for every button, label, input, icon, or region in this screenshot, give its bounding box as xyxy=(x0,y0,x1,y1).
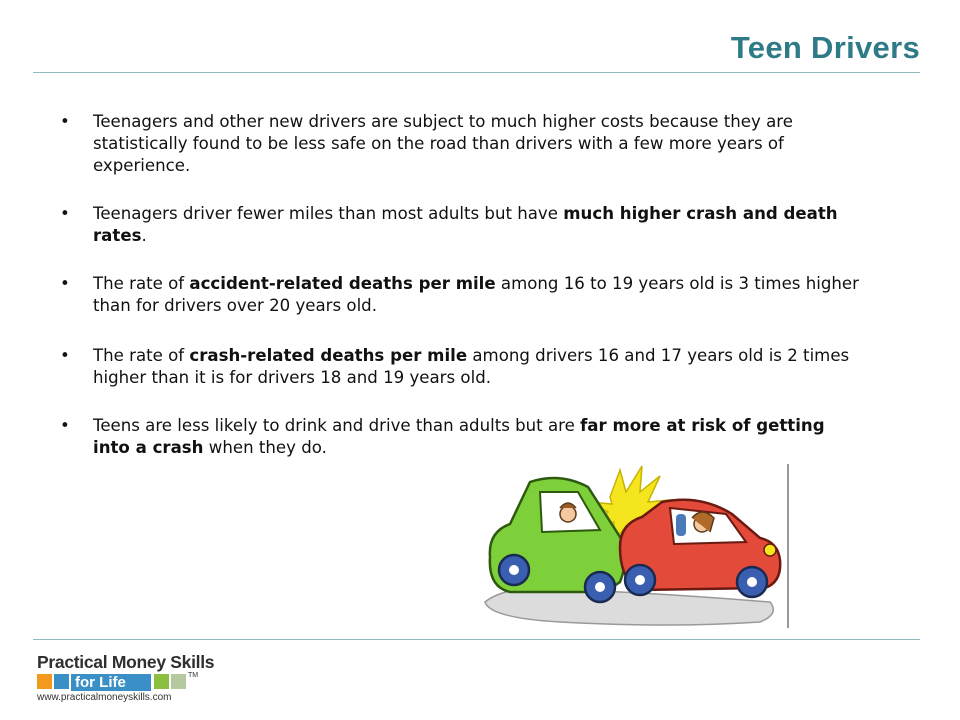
bullet-text: Teenagers driver fewer miles than most adults but have xyxy=(93,204,564,223)
bullet-dot: • xyxy=(60,274,70,293)
green-car xyxy=(490,478,625,602)
red-car xyxy=(620,500,780,597)
bullet-list xyxy=(60,111,860,459)
bullet-item xyxy=(60,345,860,389)
road-shadow xyxy=(485,588,773,625)
bullet-item xyxy=(60,415,860,459)
bullet-text: The rate of xyxy=(93,274,190,293)
bullet-dot: • xyxy=(60,416,70,435)
bullet-emphasis: far more at risk of getting into a crash xyxy=(93,416,825,457)
bullet-text: Teenagers and other new drivers are subject to much higher costs because they are statistically found to be less safe on the road than drivers with a few more years of experience. xyxy=(93,112,793,175)
bullet-item xyxy=(60,111,860,177)
bullet-text: when they do. xyxy=(203,438,327,457)
title-divider xyxy=(33,72,920,73)
logo-square-orange xyxy=(37,674,52,689)
bullet-emphasis: much higher crash and death rates xyxy=(93,204,838,245)
bullet-text: among drivers 16 and 17 years old is 2 times higher than it is for drivers 18 and 19 years old. xyxy=(93,346,850,387)
bullet-text: among 16 to 19 years old is 3 times higher than for drivers over 20 years old. xyxy=(93,274,859,315)
logo-tagline: for Life xyxy=(71,674,151,691)
bullet-text: The rate of xyxy=(93,346,190,365)
logo-square-green xyxy=(154,674,169,689)
bullet-text: Teens are less likely to drink and drive than adults but are xyxy=(93,416,581,435)
logo-trademark: TM xyxy=(188,672,199,679)
bullet-dot: • xyxy=(60,112,70,131)
footer-divider xyxy=(33,639,920,640)
bullet-dot: • xyxy=(60,204,70,223)
brand-logo xyxy=(37,652,257,712)
bullet-emphasis: crash-related deaths per mile xyxy=(189,346,468,365)
bullet-item xyxy=(60,273,860,317)
logo-url: www.practicalmoneyskills.com xyxy=(37,692,172,703)
logo-square-blue xyxy=(54,674,69,689)
slide-title: Teen Drivers xyxy=(730,30,920,65)
bullet-emphasis: accident-related deaths per mile xyxy=(189,274,496,293)
bullet-item xyxy=(60,203,860,247)
car-crash-illustration xyxy=(470,462,795,630)
bullet-text: . xyxy=(141,226,147,245)
logo-square-sage xyxy=(171,674,186,689)
bullet-dot: • xyxy=(60,346,70,365)
logo-title: Practical Money Skills xyxy=(37,652,215,672)
